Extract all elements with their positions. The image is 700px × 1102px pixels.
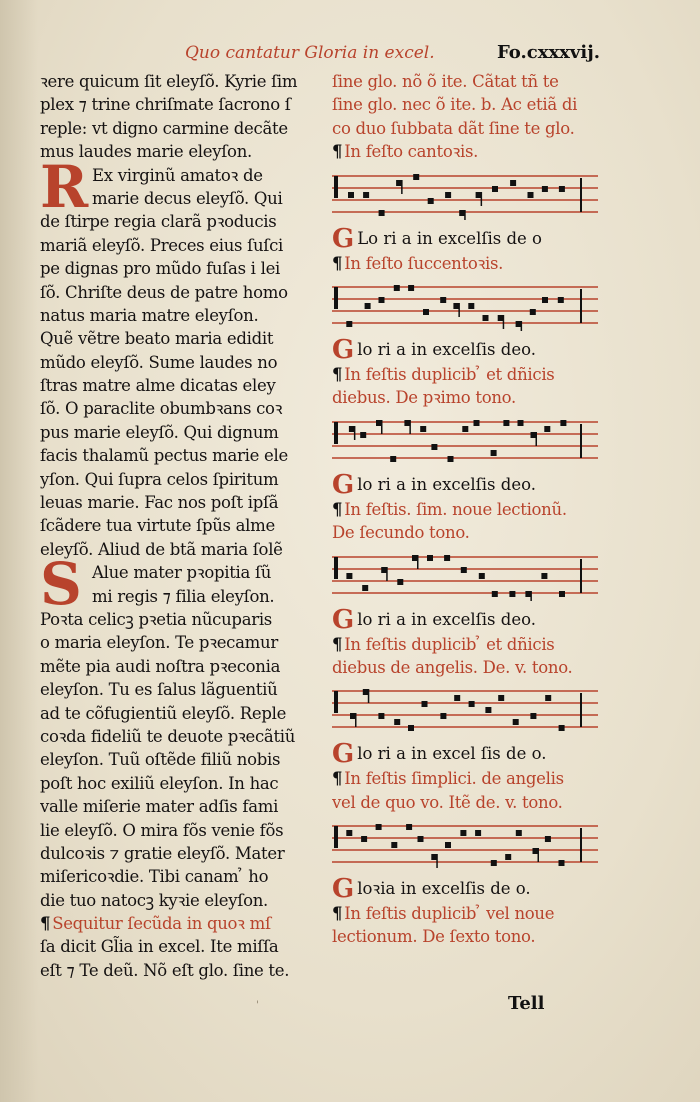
text-line: die tuo natocꝫ kyꝛie eleyſon.: [40, 890, 268, 910]
text-line: [40, 912, 312, 935]
text-line: o maria eleyſon. Te pꝛecamur: [40, 633, 278, 653]
pilcrow-icon: ¶: [40, 914, 51, 934]
text-line: mariã eleyſõ. Preces eius ſuſci: [40, 235, 284, 255]
bar-line: [580, 424, 582, 458]
text-line: mus laudes marie eleyſon.: [40, 142, 252, 162]
neume-note: [474, 420, 480, 426]
rubric-line: vel de quo vo. Itẽ de. v. tono.: [332, 792, 563, 812]
neume-stem: [481, 192, 483, 206]
bar-line: [580, 693, 582, 727]
text-line: eleyſon. Tuũ oſtẽde filiũ nobis: [40, 750, 281, 770]
neume-note: [492, 186, 498, 192]
neume-note: [346, 321, 352, 327]
neume-stem: [464, 210, 466, 220]
neume-note: [541, 573, 547, 579]
neume-note: [413, 174, 419, 180]
gloria-text: lo ri a in excelſis deo.: [357, 609, 536, 629]
pilcrow-icon: ¶: [332, 253, 343, 273]
neume-note: [491, 450, 497, 456]
text-line: Quẽ vẽtre beato maria edidit: [40, 329, 274, 349]
neume-note: [513, 719, 519, 725]
neume-note: [427, 555, 433, 561]
rubric-text: In feſto cantoꝛis.: [344, 142, 479, 162]
gloria-incipit: [332, 469, 602, 500]
neume-stem: [521, 321, 523, 331]
pilcrow-icon: ¶: [332, 364, 343, 384]
neume-note: [394, 719, 400, 725]
pilcrow-icon: ¶: [332, 769, 343, 789]
neume-note: [418, 836, 424, 842]
neume-stem: [538, 848, 540, 862]
neume-stem: [458, 303, 460, 317]
neume-note: [422, 701, 428, 707]
music-staff: [332, 685, 602, 735]
neume-note: [376, 824, 382, 830]
neume-note: [448, 456, 454, 462]
neume-note: [469, 701, 475, 707]
gloria-incipit: [332, 874, 602, 905]
neume-note: [428, 198, 434, 204]
text-line: leuas marie. Fac nos poſt ipſã: [40, 493, 279, 513]
neume-note: [391, 842, 397, 848]
text-line: pus marie eleyſõ. Qui dignum: [40, 422, 279, 442]
gloria-incipit: [332, 223, 602, 254]
neume-stem: [536, 432, 538, 446]
rubric-line: diebus. De pꝛimo tono.: [332, 388, 516, 408]
rubric-line: [332, 633, 602, 656]
neume-note: [394, 285, 400, 291]
neume-note: [346, 573, 352, 579]
neume-note: [510, 180, 516, 186]
neume-note: [444, 555, 450, 561]
gloria-text: lo ri a in excelſis deo.: [357, 339, 536, 359]
neume-note: [560, 420, 566, 426]
neume-note: [431, 444, 437, 450]
neume-note: [379, 297, 385, 303]
music-staff: [332, 416, 602, 466]
neume-note: [485, 707, 491, 713]
pilcrow-icon: ¶: [332, 499, 343, 519]
text-line: ſtras matre alme dicatas eley: [40, 376, 276, 396]
text-line-content: Sequitur ſecũda in quoꝛ mſ: [52, 914, 271, 934]
gloria-capital: G: [332, 604, 355, 635]
neume-note: [461, 567, 467, 573]
clef-icon: [334, 557, 338, 579]
neume-note: [408, 725, 414, 731]
neume-note: [362, 585, 368, 591]
neume-note: [509, 591, 515, 597]
rubric-line: [332, 498, 602, 521]
neume-stem: [417, 555, 419, 569]
text-line: natus maria matre eleyſon.: [40, 305, 259, 325]
neume-note: [445, 192, 451, 198]
rubric-line: De ſecundo tono.: [332, 523, 470, 543]
rubric-line: [332, 140, 602, 163]
neume-note: [544, 426, 550, 432]
music-staff: [332, 281, 602, 331]
neume-note: [545, 836, 551, 842]
bar-line: [580, 559, 582, 593]
gloria-incipit: [332, 604, 602, 635]
neume-stem: [381, 420, 383, 434]
neume-note: [361, 836, 367, 842]
neume-note: [445, 842, 451, 848]
neume-note: [483, 315, 489, 321]
drop-capital: R: [40, 152, 89, 221]
page-mark: ': [256, 1000, 259, 1011]
text-line: ſcãdere tua virtute ſpũs alme: [40, 516, 275, 536]
neume-note: [423, 309, 429, 315]
neume-note: [378, 713, 384, 719]
neume-note: [408, 285, 414, 291]
rubric-line: [332, 767, 602, 790]
neume-stem: [354, 426, 356, 440]
text-line: valle miſerie mater adſis fami: [40, 797, 279, 817]
text-line: pe dignas pro mũdo fuſas i lei: [40, 259, 281, 279]
gloria-incipit: [332, 334, 602, 365]
rubric-line: [332, 363, 602, 386]
neume-note: [516, 830, 522, 836]
gloria-capital: G: [332, 469, 355, 500]
rubric-text: In feſtis. ſim. noue lectionũ.: [344, 499, 567, 519]
neume-note: [379, 210, 385, 216]
neume-note: [505, 854, 511, 860]
gloria-incipit: [332, 739, 602, 770]
neume-note: [530, 713, 536, 719]
text-line: miſericoꝛdie. Tibi canam ̉ ho: [40, 867, 269, 887]
neume-note: [559, 860, 565, 866]
gloria-text: lo ri a in excelſis deo.: [357, 474, 536, 494]
text-line: yſon. Qui ſupra celos ſpiritum: [40, 469, 279, 489]
rubric-line: ſine glo. nec õ ite. b. Ac etiã di: [332, 95, 578, 115]
text-line: dulcoꝛis ⁊ gratie eleyſõ. Mater: [40, 843, 285, 863]
gloria-text: lo ri a in excel ſis de o.: [357, 744, 547, 764]
text-line: ꝛere quicum ſit eleyſõ. Kyrie ſim: [40, 72, 298, 91]
text-line: marie decus eleyſõ. Qui: [92, 188, 283, 208]
neume-note: [518, 420, 524, 426]
text-line: mi regis ⁊ filia eleyſon.: [92, 586, 275, 606]
pilcrow-icon: ¶: [332, 904, 343, 924]
text-line: eſt ⁊ Te deũ. Nõ eſt glo. ſine te.: [40, 960, 290, 980]
staff-svg: [332, 170, 600, 220]
text-line: ſõ. O paraclite obumbꝛans coꝛ: [40, 399, 283, 419]
text-line: reple: vt digno carmine decãte: [40, 118, 288, 138]
neume-note: [454, 695, 460, 701]
staff-svg: [332, 281, 600, 331]
neume-note: [559, 186, 565, 192]
neume-note: [406, 824, 412, 830]
neume-note: [498, 695, 504, 701]
neume-note: [460, 830, 466, 836]
music-staff: [332, 170, 602, 220]
text-line: Alue mater pꝛopitia ſũ: [92, 563, 272, 583]
neume-stem: [355, 713, 357, 727]
gloria-capital: G: [332, 739, 355, 770]
text-line: plex ⁊ trine chriſmate ſacrono ſ: [40, 95, 291, 115]
clef-icon: [334, 422, 338, 444]
staff-svg: [332, 416, 600, 466]
rubric-line: lectionum. De ſexto tono.: [332, 927, 536, 947]
neume-stem: [503, 315, 505, 329]
clef-icon: [334, 691, 338, 713]
staff-svg: [332, 820, 600, 870]
text-line: ſõ. Chriſte deus de patre homo: [40, 282, 288, 302]
staff-svg: [332, 685, 600, 735]
folio-number: Fo.cxxxvij.: [497, 42, 600, 63]
text-line: mũdo eleyſõ. Sume laudes no: [40, 352, 278, 372]
text-line: coꝛda fideliũ te deuote pꝛecãtiũ: [40, 726, 296, 746]
staff-svg: [332, 551, 600, 601]
bar-line: [580, 289, 582, 323]
rubric-line: diebus de angelis. De. v. tono.: [332, 657, 573, 677]
gloria-text: loꝛia in excelſis de o.: [357, 879, 531, 899]
text-line: de ſtirpe regia clarã pꝛoducis: [40, 212, 277, 232]
running-head: Quo cantatur Gloria in excel.: [185, 43, 435, 63]
catchword: Tell: [508, 993, 545, 1014]
rubric-line: [332, 252, 602, 275]
music-staff: [332, 820, 602, 870]
text-line: lie eleyſõ. O mira fõs venie fõs: [40, 820, 284, 840]
rubric-line: ſine glo. nõ õ ite. Cãtat tñ te: [332, 72, 559, 91]
neume-note: [397, 579, 403, 585]
neume-note: [348, 192, 354, 198]
neume-stem: [386, 567, 388, 581]
gutter-shadow: [0, 0, 38, 1102]
rubric-text: In feſtis duplicib ̉ et dñicis: [344, 364, 555, 384]
neume-note: [462, 426, 468, 432]
rubric-text: In feſtis duplicib ̉ et dñicis: [344, 634, 555, 654]
drop-capital: S: [40, 550, 82, 619]
neume-note: [492, 591, 498, 597]
neume-note: [479, 573, 485, 579]
gloria-capital: G: [332, 874, 355, 905]
text-line: Ex virginũ amatoꝛ de: [92, 165, 263, 185]
neume-note: [559, 725, 565, 731]
neume-note: [558, 297, 564, 303]
bar-line: [580, 828, 582, 862]
clef-icon: [334, 287, 338, 309]
neume-note: [545, 695, 551, 701]
neume-note: [360, 432, 366, 438]
text-line: Poꝛta celicꝫ pꝛetia nũcuparis: [40, 609, 272, 629]
neume-note: [365, 303, 371, 309]
neume-stem: [409, 420, 411, 434]
music-staff: [332, 551, 602, 601]
neume-note: [530, 309, 536, 315]
gloria-text: Lo ri a in excelſis de o: [357, 228, 542, 248]
text-line: mẽte pia audi noſtra pꝛeconia: [40, 656, 281, 676]
neume-note: [542, 297, 548, 303]
pilcrow-icon: ¶: [332, 634, 343, 654]
neume-note: [528, 192, 534, 198]
neume-stem: [368, 689, 370, 703]
neume-note: [468, 303, 474, 309]
neume-note: [363, 192, 369, 198]
text-line: ſa dicit Gl̃ia in excel. Ite miſſa: [40, 937, 279, 957]
rubric-text: In feſtis ſimplici. de angelis: [344, 769, 564, 789]
text-line: poſt hoc exiliũ eleyſon. In hac: [40, 773, 279, 793]
neume-note: [475, 830, 481, 836]
pilcrow-icon: ¶: [332, 142, 343, 162]
neume-note: [542, 186, 548, 192]
neume-note: [559, 591, 565, 597]
text-line: facis thalamũ pectus marie ele: [40, 446, 288, 466]
neume-stem: [401, 180, 403, 194]
gloria-capital: G: [332, 334, 355, 365]
neume-note: [503, 420, 509, 426]
neume-note: [491, 860, 497, 866]
neume-note: [390, 456, 396, 462]
gloria-capital: G: [332, 223, 355, 254]
left-column: [40, 70, 312, 982]
neume-note: [346, 830, 352, 836]
neume-stem: [530, 591, 532, 601]
right-column: [332, 70, 602, 949]
text-line: ad te cõfugientiũ eleyſõ. Reple: [40, 703, 287, 723]
rubric-text: In feſtis duplicib ̉ vel noue: [344, 904, 555, 924]
bar-line: [580, 178, 582, 212]
text-line: eleyſõ. Aliud de btã maria ſolẽ: [40, 539, 283, 559]
neume-note: [440, 297, 446, 303]
clef-icon: [334, 176, 338, 198]
clef-icon: [334, 826, 338, 848]
rubric-line: co duo ſubbata dãt ſine te glo.: [332, 118, 575, 138]
neume-stem: [436, 854, 438, 868]
rubric-line: [332, 902, 602, 925]
neume-note: [440, 713, 446, 719]
neume-note: [420, 426, 426, 432]
rubric-text: In feſto ſuccentoꝛis.: [344, 253, 504, 273]
text-line: eleyſon. Tu es ſalus lãguentiũ: [40, 680, 278, 700]
